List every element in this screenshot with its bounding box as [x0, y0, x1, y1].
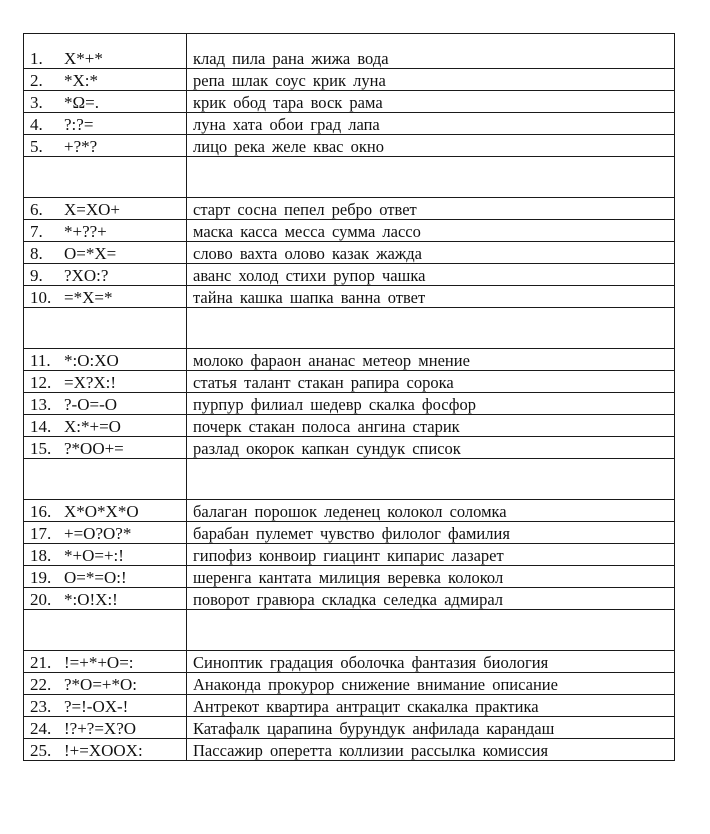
row-number: 11. [30, 351, 51, 370]
code-cell [24, 500, 187, 522]
word-list-cell: статья талант стакан рапира сорока [187, 371, 675, 393]
symbol-code: !?+?=X?O [64, 719, 137, 738]
table-row [24, 500, 675, 522]
word-list-cell: тайна кашка шапка ванна ответ [187, 286, 675, 308]
code-cell [24, 739, 187, 761]
table-row [24, 69, 675, 91]
row-number: 10. [30, 288, 52, 307]
symbol-code: *+??+ [64, 222, 107, 241]
word-list-cell: старт сосна пепел ребро ответ [187, 198, 675, 220]
empty-cell [24, 157, 187, 198]
table-row [24, 415, 675, 437]
table-row [24, 113, 675, 135]
group-separator-row [24, 459, 675, 500]
code-cell [24, 113, 187, 135]
word-list-cell: пурпур филиал шедевр скалка фосфор [187, 393, 675, 415]
code-cell [24, 717, 187, 739]
symbol-code: X=XO+ [64, 200, 121, 219]
word-list-cell: луна хата обои град лапа [187, 113, 675, 135]
symbol-code: *:O!X:! [64, 590, 118, 609]
word-list-cell: репа шлак соус крик луна [187, 69, 675, 91]
symbol-code: +?*? [64, 137, 98, 156]
table-row [24, 220, 675, 242]
word-code-table [23, 33, 675, 761]
symbol-code: ?XO:? [64, 266, 109, 285]
table-row [24, 651, 675, 673]
word-list-cell: шеренга кантата милиция веревка колокол [187, 566, 675, 588]
code-cell [24, 91, 187, 113]
empty-cell [24, 308, 187, 349]
row-number: 9. [30, 266, 43, 285]
row-number: 18. [30, 546, 52, 565]
table-row [24, 286, 675, 308]
row-number: 3. [30, 93, 43, 112]
symbol-code: X*O*X*O [64, 502, 139, 521]
symbol-code: =*X=* [64, 288, 113, 307]
code-cell [24, 286, 187, 308]
symbol-code: *X:* [64, 71, 98, 90]
word-list-cell: Пассажир оперетта коллизии рассылка комиссия [187, 739, 675, 761]
symbol-code: =X?X:! [64, 373, 117, 392]
symbol-code: ?:?= [64, 115, 94, 134]
word-list-cell: балаган порошок леденец колокол соломка [187, 500, 675, 522]
row-number: 4. [30, 115, 43, 134]
word-list-cell: почерк стакан полоса ангина старик [187, 415, 675, 437]
code-cell [24, 673, 187, 695]
empty-cell [24, 459, 187, 500]
word-list-cell: маска касса месса сумма лассо [187, 220, 675, 242]
group-separator-row [24, 308, 675, 349]
row-number: 19. [30, 568, 52, 587]
row-number: 6. [30, 200, 43, 219]
group-separator-row [24, 610, 675, 651]
word-list-cell: барабан пулемет чувство филолог фамилия [187, 522, 675, 544]
row-number: 24. [30, 719, 52, 738]
table-row [24, 198, 675, 220]
word-list-cell: разлад окорок капкан сундук список [187, 437, 675, 459]
symbol-code: !=+*+O=: [64, 653, 134, 672]
word-list-cell: Синоптик градация оболочка фантазия биология [187, 651, 675, 673]
empty-cell [187, 459, 675, 500]
table-row [24, 566, 675, 588]
row-number: 20. [30, 590, 52, 609]
symbol-code: ?-O=-O [64, 395, 118, 414]
word-list-cell: клад пила рана жижа вода [187, 34, 675, 69]
row-number: 12. [30, 373, 52, 392]
row-number: 8. [30, 244, 43, 263]
code-cell [24, 34, 187, 69]
row-number: 23. [30, 697, 52, 716]
word-list-cell: поворот гравюра складка селедка адмирал [187, 588, 675, 610]
code-cell [24, 69, 187, 91]
symbol-code: ?*O=+*O: [64, 675, 137, 694]
code-cell [24, 588, 187, 610]
row-number: 2. [30, 71, 43, 90]
symbol-code: X:*+=O [64, 417, 121, 436]
table-row [24, 371, 675, 393]
group-separator-row [24, 157, 675, 198]
code-cell [24, 264, 187, 286]
table-row [24, 242, 675, 264]
table-row [24, 588, 675, 610]
row-number: 16. [30, 502, 52, 521]
table-row [24, 673, 675, 695]
symbol-code: ?*OO+= [64, 439, 124, 458]
table-row [24, 393, 675, 415]
table-row [24, 264, 675, 286]
row-number: 5. [30, 137, 43, 156]
row-number: 15. [30, 439, 52, 458]
symbol-code: !+=XOOX: [64, 741, 143, 760]
symbol-code: O=*X= [64, 244, 117, 263]
symbol-code: ?=!-OX-! [64, 697, 129, 716]
table-row [24, 34, 675, 69]
symbol-code: *:O:XO [64, 351, 119, 370]
empty-cell [187, 157, 675, 198]
code-cell [24, 242, 187, 264]
code-cell [24, 220, 187, 242]
empty-cell [24, 610, 187, 651]
word-list-cell: гипофиз конвоир гиацинт кипарис лазарет [187, 544, 675, 566]
symbol-code: *Ω=. [64, 93, 99, 112]
code-cell [24, 522, 187, 544]
row-number: 13. [30, 395, 52, 414]
word-list-cell: Антрекот квартира антрацит скакалка практика [187, 695, 675, 717]
empty-cell [187, 308, 675, 349]
word-list-cell: крик обод тара воск рама [187, 91, 675, 113]
code-cell [24, 651, 187, 673]
code-cell [24, 393, 187, 415]
symbol-code: O=*=O:! [64, 568, 127, 587]
word-list-cell: Анаконда прокурор снижение внимание описание [187, 673, 675, 695]
word-list-cell: молоко фараон ананас метеор мнение [187, 349, 675, 371]
code-cell [24, 371, 187, 393]
table-row [24, 739, 675, 761]
table-row [24, 349, 675, 371]
symbol-code: +=O?O?* [64, 524, 132, 543]
symbol-code: X*+* [64, 49, 103, 68]
code-cell [24, 135, 187, 157]
code-cell [24, 198, 187, 220]
code-cell [24, 415, 187, 437]
table-row [24, 522, 675, 544]
table-row [24, 695, 675, 717]
code-cell [24, 695, 187, 717]
empty-cell [187, 610, 675, 651]
row-number: 1. [30, 49, 43, 68]
word-list-cell: лицо река желе квас окно [187, 135, 675, 157]
table-row [24, 717, 675, 739]
table-row [24, 135, 675, 157]
table-row [24, 91, 675, 113]
row-number: 17. [30, 524, 52, 543]
row-number: 21. [30, 653, 52, 672]
word-list-cell: слово вахта олово казак жажда [187, 242, 675, 264]
code-cell [24, 544, 187, 566]
row-number: 14. [30, 417, 52, 436]
word-list-cell: аванс холод стихи рупор чашка [187, 264, 675, 286]
row-number: 22. [30, 675, 52, 694]
word-list-cell: Катафалк царапина бурундук анфилада карандаш [187, 717, 675, 739]
table-row [24, 544, 675, 566]
code-cell [24, 437, 187, 459]
code-cell [24, 349, 187, 371]
table-row [24, 437, 675, 459]
row-number: 25. [30, 741, 52, 760]
symbol-code: *+O=+:! [64, 546, 124, 565]
code-cell [24, 566, 187, 588]
row-number: 7. [30, 222, 43, 241]
table-body [24, 34, 675, 761]
